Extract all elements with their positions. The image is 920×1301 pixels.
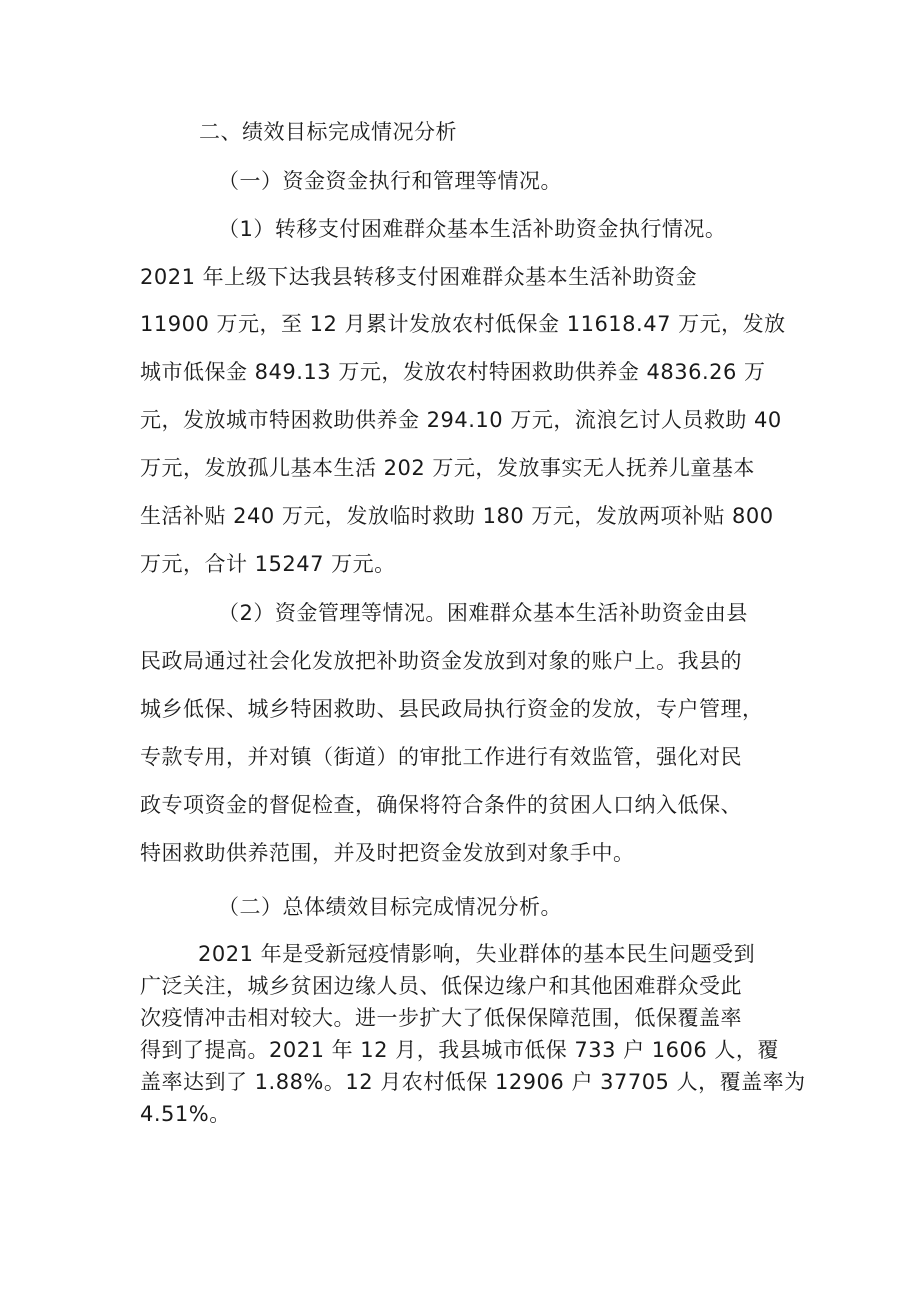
item-1-line: 生活补贴 240 万元，发放临时救助 180 万元，发放两项补贴 800 <box>140 504 774 528</box>
item-2-line: 民政局通过社会化发放把补助资金发放到对象的账户上。我县的 <box>140 649 742 673</box>
item-1-line: 2021 年上级下达我县转移支付困难群众基本生活补助资金 <box>140 265 698 289</box>
paragraph-3-line: 4.51%。 <box>140 1102 231 1126</box>
paragraph-3-line: 得到了提高。2021 年 12 月，我县城市低保 733 户 1606 人，覆 <box>140 1038 779 1062</box>
paragraph-3-line: 次疫情冲击相对较大。进一步扩大了低保保障范围，低保覆盖率 <box>140 1006 742 1030</box>
item-1-line: 11900 万元，至 12 月累计发放农村低保金 11618.47 万元，发放 <box>140 312 786 336</box>
section-heading: 二、绩效目标完成情况分析 <box>199 120 457 144</box>
item-1-line: 万元，合计 15247 万元。 <box>140 552 396 576</box>
paragraph-3-line: 广泛关注，城乡贫困边缘人员、低保边缘户和其他困难群众受此 <box>140 974 742 998</box>
subsection-heading-2: （二）总体绩效目标完成情况分析。 <box>218 895 562 919</box>
paragraph-3-line: 2021 年是受新冠疫情影响，失业群体的基本民生问题受到 <box>198 942 756 966</box>
item-2-line: 特困救助供养范围，并及时把资金发放到对象手中。 <box>140 841 635 865</box>
item-1-heading: （1）转移支付困难群众基本生活补助资金执行情况。 <box>218 217 727 241</box>
paragraph-3-line: 盖率达到了 1.88%。12 月农村低保 12906 户 37705 人，覆盖率为 <box>140 1070 806 1094</box>
item-1-line: 城市低保金 849.13 万元，发放农村特困救助供养金 4836.26 万 <box>140 360 766 384</box>
subsection-heading-1: （一）资金资金执行和管理等情况。 <box>218 169 562 193</box>
item-2-line: 政专项资金的督促检查，确保将符合条件的贫困人口纳入低保、 <box>140 793 742 817</box>
item-1-line: 万元，发放孤儿基本生活 202 万元，发放事实无人抚养儿童基本 <box>140 456 755 480</box>
item-1-line: 元，发放城市特困救助供养金 294.10 万元，流浪乞讨人员救助 40 <box>140 408 782 432</box>
item-2-line: 专款专用，并对镇（街道）的审批工作进行有效监管，强化对民 <box>140 745 742 769</box>
item-2-line: （2）资金管理等情况。困难群众基本生活补助资金由县 <box>218 601 748 625</box>
item-2-line: 城乡低保、城乡特困救助、县民政局执行资金的发放，专户管理， <box>140 697 764 721</box>
